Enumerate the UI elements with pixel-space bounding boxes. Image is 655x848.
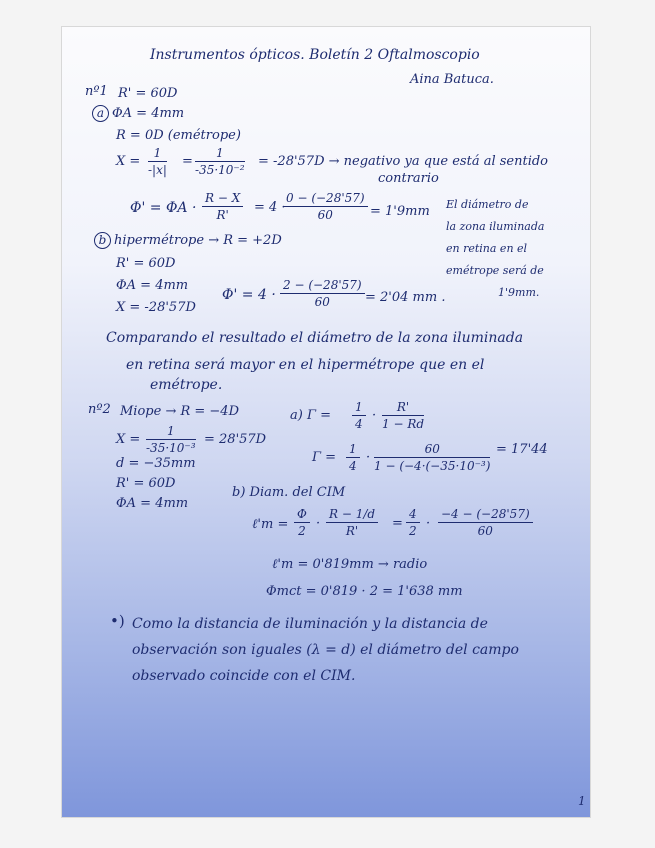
frac-num: 1 [148, 146, 167, 162]
dot-operator: · [366, 450, 371, 465]
frac-num: −4 − (−28'57) [438, 507, 533, 523]
p1-phi-mid: = 4 · [254, 200, 286, 215]
frac-den: 60 [314, 295, 330, 309]
comparison-line3: emétrope. [150, 377, 223, 393]
p1-x-lhs: X = [116, 154, 141, 169]
p1-part-a [92, 105, 184, 122]
p1-phi-result: = 1'9mm [370, 204, 430, 219]
frac-num: 1 [346, 442, 360, 458]
comparison-line2: en retina será mayor en el hipermétrope que en el [126, 357, 485, 373]
p1-b-phi-a: ΦA = 4mm [116, 278, 189, 293]
frac-den: 2 [298, 524, 306, 538]
bullet-icon: •) [110, 612, 125, 630]
frac-den: 4 [355, 417, 363, 431]
frac-num: R − X [202, 191, 243, 207]
p2-d: d = −35mm [116, 456, 196, 471]
frac-den: 1 − Rd [382, 417, 425, 431]
p1-phi-a: ΦA = 4mm [112, 106, 185, 121]
frac-den: 60 [477, 524, 493, 538]
dot-operator: · [426, 516, 431, 531]
frac-den: 4 [349, 459, 357, 473]
p1-part-b [94, 232, 282, 249]
p2-radius: ℓ'm = 0'819mm → radio [272, 557, 428, 572]
p2-cm-frac4 [438, 507, 533, 538]
note1-line4: emétrope será de [446, 264, 544, 277]
p1-phi-frac1 [202, 191, 243, 222]
p1-phi-frac2 [283, 191, 368, 222]
frac-num: 1 [352, 400, 366, 416]
author-name: Aina Batuca. [410, 72, 494, 87]
p2-phi-a: ΦA = 4mm [116, 496, 189, 511]
p1-phi-lhs: Φ' = ΦA · [130, 200, 197, 216]
p1-x-result: = -28'57D → negativo ya que está al sentido [258, 154, 549, 169]
dot-operator: · [316, 516, 321, 531]
part-b-circle: b [94, 232, 111, 249]
p1-b-lhs: Φ' = 4 · [222, 287, 276, 303]
p2-cm-eq: = [392, 516, 403, 531]
frac-den: 60 [317, 208, 333, 222]
frac-num: 1 [195, 146, 245, 162]
p2-cm-frac1 [294, 507, 310, 538]
p2-gamma-lhs: Γ = [312, 450, 337, 465]
p1-r-value: R = 0D (emétrope) [116, 128, 241, 143]
frac-num: 2 − (−28'57) [280, 278, 365, 294]
p1-b-r-prime: R' = 60D [116, 256, 176, 271]
p1-b-x: X = -28'57D [116, 300, 196, 315]
p2-gamma-frac2 [374, 442, 490, 473]
conclusion-line3: observado coincide con el CIM. [132, 668, 356, 684]
page-title: Instrumentos ópticos. Boletín 2 Oftalmoscopio [150, 47, 480, 63]
p2-x-frac [146, 424, 196, 455]
p1-b-result: = 2'04 mm . [365, 290, 446, 305]
frac-num: 1 [146, 424, 196, 440]
frac-num: 0 − (−28'57) [283, 191, 368, 207]
p2-a-frac2 [382, 400, 424, 431]
conclusion-line1: Como la distancia de iluminación y la distancia de [132, 616, 488, 632]
p2-gamma-frac1 [346, 442, 360, 473]
frac-num: R − 1/d [326, 507, 378, 523]
p2-x-result: = 28'57D [204, 432, 267, 447]
frac-num: R' [382, 400, 424, 416]
note1-line2: la zona iluminada [446, 220, 545, 233]
p1-x-result-2: contrario [378, 171, 439, 186]
p1-r-prime: R' = 60D [118, 86, 178, 101]
p2-miope: Miope → R = −4D [120, 404, 239, 419]
page-number: 1 [578, 794, 586, 808]
frac-den: -|x| [148, 163, 167, 177]
note1-line5: 1'9mm. [498, 286, 540, 299]
part-a-circle: a [92, 105, 109, 122]
p2-r-prime: R' = 60D [116, 476, 176, 491]
note1-line1: El diámetro de [446, 198, 529, 211]
p2-x-lhs: X = [116, 432, 141, 447]
p1-b-frac [280, 278, 365, 309]
frac-den: R' [345, 524, 359, 538]
p2-gamma-result: = 17'44 [496, 442, 548, 457]
frac-den: 2 [409, 524, 417, 538]
p1-x-frac1 [148, 146, 167, 177]
p2-a-frac1 [352, 400, 366, 431]
comparison-line1: Comparando el resultado el diámetro de la zona iluminada [106, 330, 524, 346]
frac-den: 1 − (−4·(−35·10⁻³) [374, 459, 491, 473]
problem-2-number: nº2 [88, 402, 111, 417]
p2-diameter: Φmct = 0'819 · 2 = 1'638 mm [266, 584, 463, 599]
p2-b-label: b) Diam. del CIM [232, 485, 346, 500]
dot-operator: · [372, 408, 377, 423]
frac-num: 60 [374, 442, 490, 458]
conclusion-line2: observación son iguales (λ = d) el diámetro del campo [132, 642, 519, 658]
p1-b-title: hipermétrope → R = +2D [114, 233, 282, 248]
frac-den: R' [216, 208, 229, 222]
p2-a-label: a) Γ = [290, 408, 331, 423]
p1-x-frac2 [195, 146, 245, 177]
problem-1-number: nº1 [85, 84, 108, 99]
p2-cm-frac2 [326, 507, 378, 538]
p1-x-eq: = [182, 154, 193, 169]
frac-num: Φ [294, 507, 310, 523]
frac-num: 4 [406, 507, 420, 523]
frac-den: -35·10⁻³ [146, 441, 196, 455]
note1-line3: en retina en el [446, 242, 528, 255]
p2-cm-frac3 [406, 507, 420, 538]
frac-den: -35·10⁻² [195, 163, 245, 177]
p2-cm-lhs: ℓ'm = [252, 517, 289, 532]
